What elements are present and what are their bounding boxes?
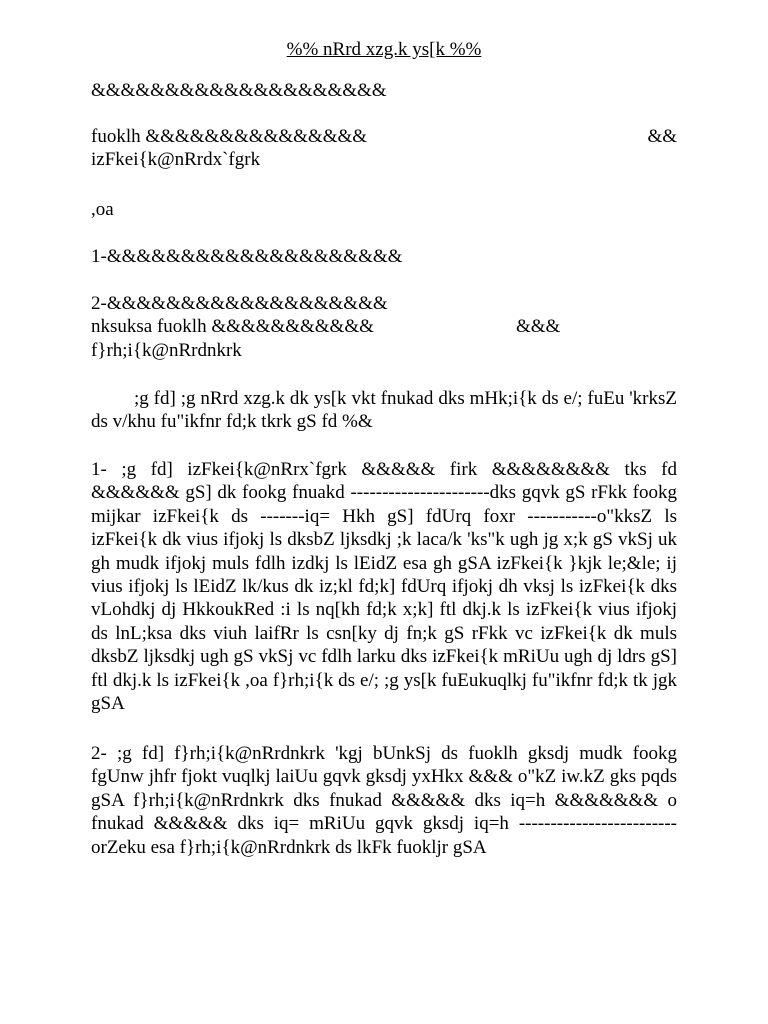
resident-field-1-label: fuoklh &&&&&&&&&&&&&&& [91,126,368,147]
resident-field-1 [91,125,677,172]
resident-field-2-row [91,315,677,338]
list-item-1: 1-&&&&&&&&&&&&&&&&&&&& [91,246,403,267]
resident-field-1-cont: izFkei{k@nRrdx`fgrk [91,149,261,171]
resident-field-1-row [91,125,677,148]
intro-paragraph: ;g fd] ;g nRrd xzg.k dk ys[k vkt fnukad dks mHk;i{k ds e/; fuEu 'krksZ ds v/khu fu"ikfnr fd;k tkrk gS fd %& [91,388,677,433]
resident-field-2-right: &&& [516,316,561,338]
list-item-2: 2-&&&&&&&&&&&&&&&&&&& [91,293,388,314]
resident-field-2-cont: f}rh;i{k@nRrdnkrk [91,339,242,361]
document-title: %% nRrd xzg.k ys[k %% [286,39,482,60]
resident-field-1-right: && [647,126,677,147]
clause-2-paragraph: 2- ;g fd] f}rh;i{k@nRrdnkrk 'kgj bUnkSj ds fuoklh gksdj mudk fookg fgUnw jhfr fjokt vuqlkj laiUu gqvk gksdj yxHkx &&& o"kZ iw.kZ gks pqds gSA f}rh;i{k@nRrdnkrk dks fnukad &&&&& dks iq=h &&&&&&& o fnukad &&&&& dks iq= mRiUu gqvk gksdj iq=h ------------------------- orZeku esa f}rh;i{k@nRrdnkrk ds lkFk fuokljr gSA [91,743,677,858]
clause-1-paragraph: 1- ;g fd] izFkei{k@nRrx`fgrk &&&&& firk &&&&&&&& tks fd &&&&&& gS] dk fookg fnuakd ----------------------dks gqvk gS rFkk fookg mijkar izFkei{k ds -------iq= Hkh gS] fdUrq foxr -----------o"kksZ ls izFkei{k dk vius ifjokj ls dksbZ ljksdkj ;k laca/k 'ks"k ugh jg x;k gS vkSj uk gh mudk ifjokj muls fdlh izdkj ls lEidZ esa gh gSA izFkei{k }kjk le;&le; ij vius ifjokj ls lEidZ lk/kus dk iz;kl fd;k] fdUrq ifjokj dh vksj ls izFkei{k dks vLohdkj dj HkkoukRed :i ls nq[kh fd;k x;k] ftl dkj.k ls izFkei{k vius ifjokj ds lnL;ksa dks viuh laifRr ls csn[ky dj fn;k gS rFkk vc izFkei{k dk muls dksbZ ljksdkj ugh gS vkSj vc fdlh larku dks izFkei{k mRiUu ugh dj ldrs gS] ftl dkj.k ls izFkei{k ,oa f}rh;i{k ds e/; ;g ys[k fuEukuqlkj fu"ikfnr fd;k tk jgk gSA [91,459,677,715]
conjunction-text: ,oa [91,199,114,220]
list-item-2-block [91,292,677,362]
resident-field-2-label: nksuksa fuoklh &&&&&&&&&&& [91,316,374,338]
line-placeholder: &&&&&&&&&&&&&&&&&&&& [91,80,387,101]
